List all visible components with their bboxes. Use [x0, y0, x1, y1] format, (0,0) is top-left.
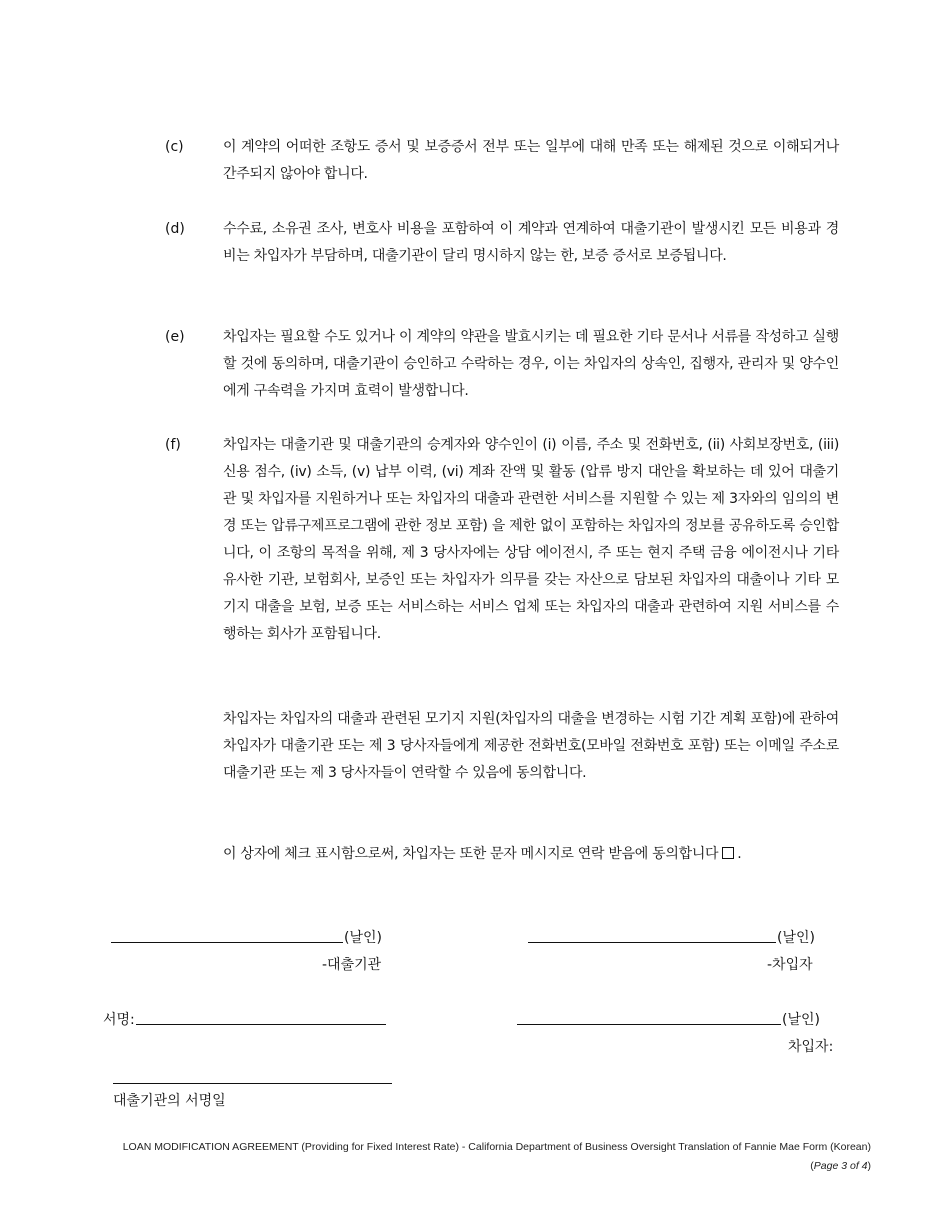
clause-label: (d) [165, 221, 185, 237]
borrower-role: -차입자 [767, 957, 813, 973]
borrower-seal: (날인) [777, 930, 815, 946]
clause-label: (f) [165, 437, 181, 453]
clause-label: (c) [165, 139, 184, 155]
lender-seal: (날인) [344, 930, 382, 946]
lender-role: -대출기관 [322, 957, 382, 973]
clause-label: (e) [165, 329, 185, 345]
text-consent-label: 이 상자에 체크 표시함으로써, 차입자는 또한 문자 메시지로 연락 받음에 동의합니다 [223, 846, 719, 862]
clause-text: 이 계약의 어떠한 조항도 증서 및 보증증서 전부 또는 일부에 대해 만족 또는 해제된 것으로 이해되거나 간주되지 않아야 합니다. [223, 139, 839, 182]
text-consent-checkbox[interactable] [722, 847, 734, 859]
second-borrower-label: 차입자: [788, 1039, 834, 1055]
signer-label: 서명: [103, 1012, 135, 1028]
clause-text: 차입자는 필요할 수도 있거나 이 계약의 약관을 발효시키는 데 필요한 기타 문서나 서류를 작성하고 실행할 것에 동의하며, 대출기관이 승인하고 수락하는 경우, 이는 차입자의 상속인, 집행자, 관리자 및 양수인에게 구속력을 가지며 효력이 발생합니다. [223, 329, 839, 399]
second-borrower-seal: (날인) [782, 1012, 820, 1028]
lender-date-line[interactable] [113, 1083, 392, 1084]
contact-consent-paragraph: 차입자는 차입자의 대출과 관련된 모기지 지원(차입자의 대출을 변경하는 시험 기간 계획 포함)에 관하여 차입자가 대출기관 또는 제 3 당사자들에게 제공한 전화번호(모바일 전화번호 포함) 또는 이메일 주소로 대출기관 또는 제 3 당사자들이 연락할 수 있음에 동의합니다. [223, 711, 839, 781]
clause-text: 차입자는 대출기관 및 대출기관의 승계자와 양수인이 (i) 이름, 주소 및 전화번호, (ii) 사회보장번호, (iii) 신용 점수, (iv) 소득, (v) 납부 이력, (vi) 계좌 잔액 및 활동 (압류 방지 대안을 확보하는 데 있어 대출기관 및 차입자를 지원하거나 또는 차입자의 대출과 관련한 서비스를 지원할 수 있는 제 3자와의 임의의 변경 또는 압류구제프로그램에 관한 정보 포함) 을 제한 없이 포함하는 차입자의 정보를 공유하도록 승인합니다, 이 조항의 목적을 위해, 제 3 당사자에는 상담 에이전시, 주 또는 현지 주택 금융 에이전시나 기타 유사한 기관, 보험회사, 보증인 또는 차입자가 의무를 갖는 자산으로 담보된 차입자의 대출이나 기타 모기지 대출을 보험, 보증 또는 서비스하는 서비스 업체 또는 차입자의 대출과 관련하여 지원 서비스를 수행하는 회사가 포함됩니다. [223, 437, 839, 642]
page-number: Page 3 of 4 [813, 1160, 868, 1172]
footer-title: LOAN MODIFICATION AGREEMENT (Providing for Fixed Interest Rate) - California Department of Business Oversight Translation of Fannie Mae Form (Korean) [122, 1141, 871, 1153]
text-consent-end: . [737, 846, 742, 862]
footer-page-number: (Page 3 of 4) [810, 1160, 871, 1172]
clause-text: 수수료, 소유권 조사, 변호사 비용을 포함하여 이 계약과 연계하여 대출기관이 발생시킨 모든 비용과 경비는 차입자가 부담하며, 대출기관이 달리 명시하지 않는 한, 보증 증서로 보증됩니다. [223, 221, 839, 264]
signer-signature-line[interactable] [136, 1024, 386, 1025]
lender-date-label: 대출기관의 서명일 [113, 1093, 226, 1109]
lender-signature-line[interactable] [111, 942, 343, 943]
text-message-consent [223, 841, 839, 868]
second-borrower-signature-line[interactable] [517, 1024, 781, 1025]
borrower-signature-line[interactable] [528, 942, 776, 943]
